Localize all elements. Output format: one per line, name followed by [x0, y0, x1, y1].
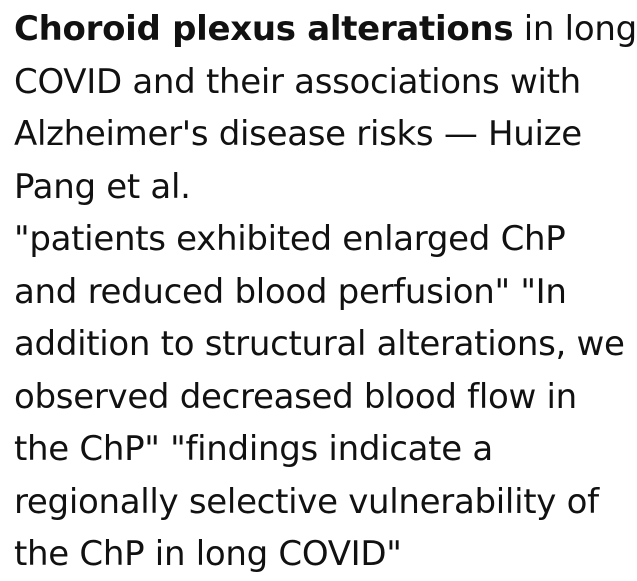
- text-line: and reduced blood perfusion" "In: [14, 271, 567, 312]
- text-line: Pang et al.: [14, 166, 191, 207]
- text-line: COVID and their associations with: [14, 61, 581, 102]
- title-line: [14, 3, 637, 56]
- text-line: regionally selective vulnerability of: [14, 481, 599, 522]
- post-text: [14, 3, 637, 581]
- post-title-rest: in long: [513, 9, 637, 49]
- text-line: the ChP" "findings indicate a: [14, 429, 493, 469]
- text-line: Alzheimer's disease risks — Huize: [14, 114, 582, 154]
- text-line: "patients exhibited enlarged ChP: [14, 219, 566, 259]
- text-line: observed decreased blood flow in: [14, 376, 577, 417]
- post-title-bold: Choroid plexus alterations: [14, 9, 514, 49]
- text-line: addition to structural alterations, we: [14, 324, 625, 364]
- text-line: the ChP in long COVID": [14, 534, 402, 574]
